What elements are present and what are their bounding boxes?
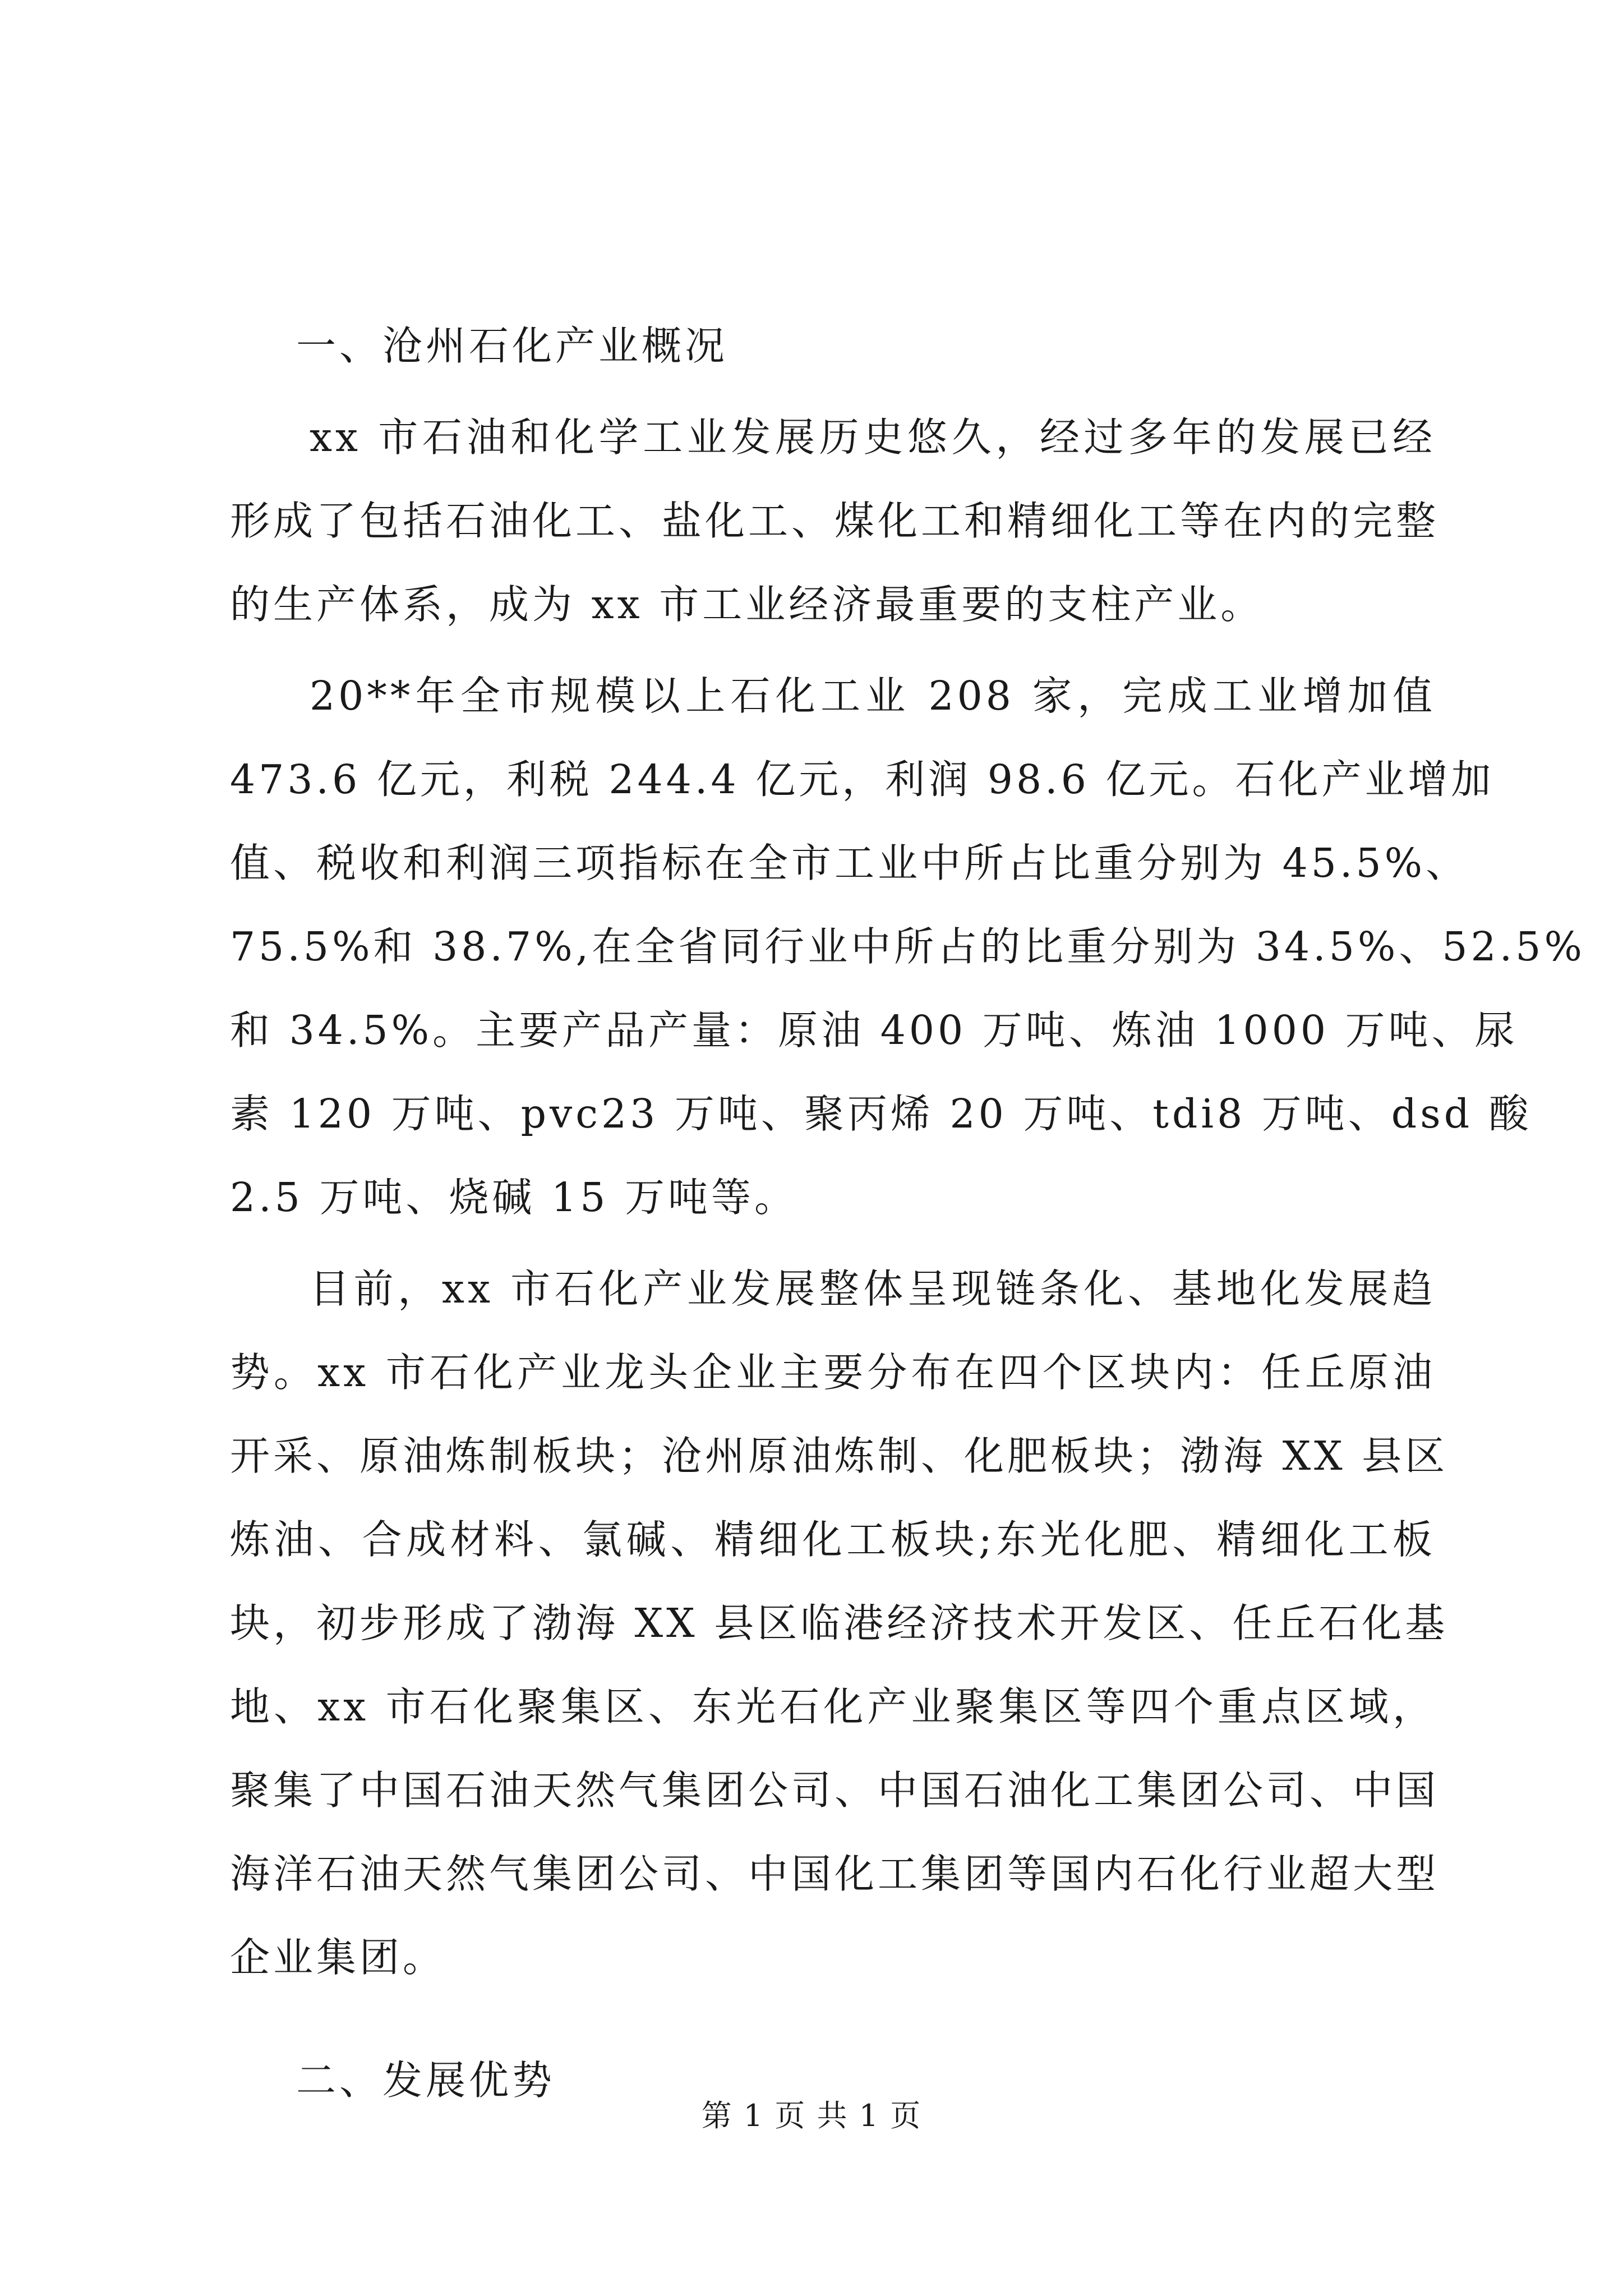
paragraph-line: 企业集团。 (230, 1934, 446, 1981)
paragraph-line: 块，初步形成了渤海 XX 县区临港经济技术开发区、任丘石化基 (230, 1600, 1449, 1646)
paragraph-line: 聚集了中国石油天然气集团公司、中国石油化工集团公司、中国 (230, 1767, 1440, 1814)
paragraph-statistics (230, 654, 1585, 1239)
paragraph-line: 地、xx 市石化聚集区、东光石化产业聚集区等四个重点区域， (230, 1683, 1436, 1730)
paragraph-industry-distribution (230, 1247, 1449, 1999)
spacer (230, 388, 1436, 395)
document-body (230, 304, 1585, 2122)
paragraph-history (230, 395, 1440, 646)
paragraph-line: 75.5%和 38.7%,在全省同行业中所占的比重分别为 34.5%、52.5% (230, 923, 1585, 970)
page-footer: 第 1 页 共 1 页 (701, 2098, 922, 2133)
paragraph-line: 形成了包括石油化工、盐化工、煤化工和精细化工等在内的完整 (230, 498, 1440, 544)
paragraph-line: 开采、原油炼制板块；沧州原油炼制、化肥板块；渤海 XX 县区 (230, 1433, 1449, 1479)
paragraph-line: 2.5 万吨、烧碱 15 万吨等。 (230, 1174, 797, 1221)
paragraph-line: xx 市石油和化学工业发展历史悠久，经过多年的发展已经 (310, 414, 1436, 461)
section-heading-overview: 一、沧州石化产业概况 (296, 323, 728, 369)
paragraph-line: 和 34.5%。主要产品产量：原油 400 万吨、炼油 1000 万吨、尿 (230, 1007, 1518, 1053)
paragraph-line: 20**年全市规模以上石化工业 208 家，完成工业增加值 (310, 673, 1436, 719)
spacer (230, 1239, 1436, 1247)
section-heading-advantages: 二、发展优势 (296, 2057, 556, 2104)
paragraph-line: 值、税收和利润三项指标在全市工业中所占比重分别为 45.5%、 (230, 840, 1469, 886)
paragraph-line: 目前，xx 市石化产业发展整体呈现链条化、基地化发展趋 (310, 1266, 1436, 1312)
paragraph-line: 473.6 亿元，利税 244.4 亿元，利润 98.6 亿元。石化产业增加 (230, 756, 1495, 803)
spacer (230, 646, 1436, 654)
paragraph-line: 海洋石油天然气集团公司、中国化工集团等国内石化行业超大型 (230, 1851, 1440, 1897)
paragraph-line: 素 120 万吨、pvc23 万吨、聚丙烯 20 万吨、tdi8 万吨、dsd 酸 (230, 1091, 1532, 1137)
paragraph-line: 炼油、合成材料、氯碱、精细化工板块;东光化肥、精细化工板 (230, 1516, 1436, 1563)
spacer (230, 1999, 1436, 2039)
paragraph-line: 的生产体系，成为 xx 市工业经济最重要的支柱产业。 (230, 581, 1264, 628)
paragraph-line: 势。xx 市石化产业龙头企业主要分布在四个区块内：任丘原油 (230, 1349, 1436, 1396)
